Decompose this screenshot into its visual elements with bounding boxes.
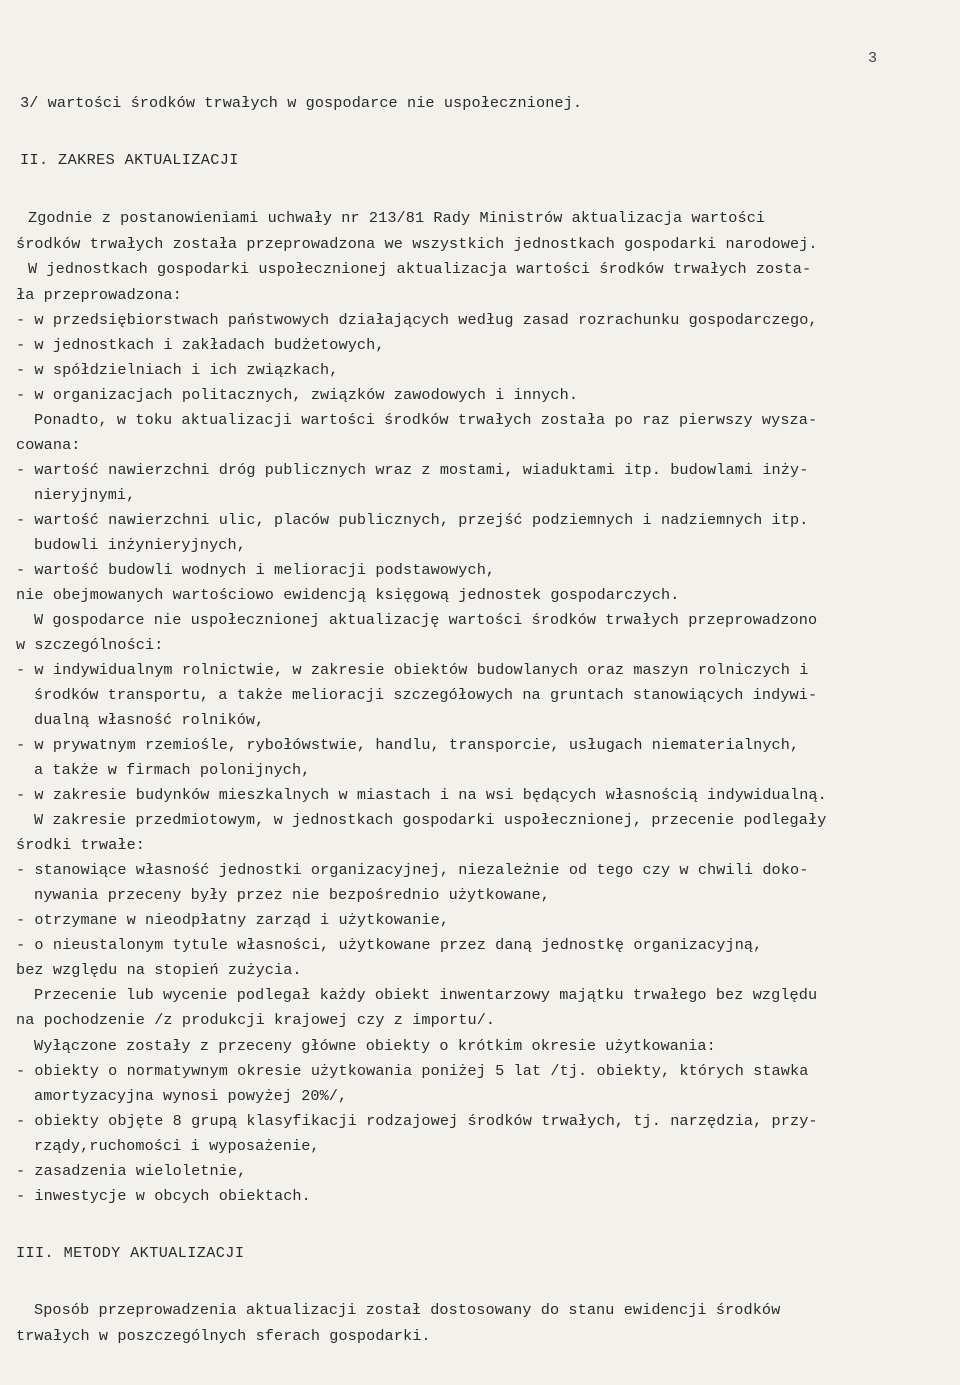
list-item: - wartość nawierzchni dróg publicznych wraz z mostami, wiaduktami itp. budowlami inży- [16, 461, 809, 479]
text-line: środków transportu, a także melioracji szczegółowych na gruntach stanowiących indywi- [34, 686, 818, 704]
text-line: rządy,ruchomości i wyposażenie, [34, 1137, 320, 1155]
text-line: nie obejmowanych wartościowo ewidencją księgową jednostek gospodarczych. [16, 586, 680, 604]
page-number: 3 [868, 50, 878, 67]
text-line: na pochodzenie /z produkcji krajowej czy z importu/. [16, 1011, 496, 1029]
text-line: budowli inżynieryjnych, [34, 536, 246, 554]
list-item: - w indywidualnym rolnictwie, w zakresie obiektów budowlanych oraz maszyn rolniczych i [16, 661, 809, 679]
section-heading: III. METODY AKTUALIZACJI [16, 1244, 245, 1262]
text-line: dualną własność rolników, [34, 711, 265, 729]
text-line: W gospodarce nie uspołecznionej aktualizację wartości środków trwałych przeprowadzono [34, 611, 818, 629]
list-item: - o nieustalonym tytule własności, użytkowane przez daną jednostkę organizacyjną, [16, 936, 763, 954]
section-heading: II. ZAKRES AKTUALIZACJI [20, 151, 239, 169]
list-item: - zasadzenia wieloletnie, [16, 1162, 247, 1180]
list-item: - w przedsiębiorstwach państwowych działających według zasad rozrachunku gospodarczego, [16, 311, 818, 329]
list-item: - wartość nawierzchni ulic, placów publicznych, przejść podziemnych i nadziemnych itp. [16, 511, 809, 529]
text-line: 3/ wartości środków trwałych w gospodarce nie uspołecznionej. [20, 94, 583, 112]
text-line: amortyzacyjna wynosi powyżej 20%/, [34, 1087, 348, 1105]
list-item: - w organizacjach politacznych, związków zawodowych i innych. [16, 386, 579, 404]
text-line: W zakresie przedmiotowym, w jednostkach gospodarki uspołecznionej, przecenie podlegały [34, 811, 827, 829]
list-item: - w spółdzielniach i ich związkach, [16, 361, 339, 379]
text-line: cowana: [16, 436, 81, 454]
text-line: w szczególności: [16, 636, 164, 654]
text-line: a także w firmach polonijnych, [34, 761, 311, 779]
text-line: środków trwałych została przeprowadzona we wszystkich jednostkach gospodarki narodowej. [16, 235, 818, 253]
list-item: - wartość budowli wodnych i melioracji podstawowych, [16, 561, 496, 579]
text-line: Wyłączone zostały z przeceny główne obiekty o krótkim okresie użytkowania: [34, 1037, 716, 1055]
text-line: środki trwałe: [16, 836, 145, 854]
list-item: - obiekty o normatywnym okresie użytkowania poniżej 5 lat /tj. obiekty, których stawka [16, 1062, 809, 1080]
text-line: bez względu na stopień zużycia. [16, 961, 302, 979]
text-line: ła przeprowadzona: [16, 286, 182, 304]
text-line: trwałych w poszczególnych sferach gospodarki. [16, 1327, 431, 1345]
list-item: - w jednostkach i zakładach budżetowych, [16, 336, 385, 354]
text-line: Przecenie lub wycenie podlegał każdy obiekt inwentarzowy majątku trwałego bez względu [34, 986, 818, 1004]
text-line: W jednostkach gospodarki uspołecznionej aktualizacja wartości środków trwałych zosta- [28, 260, 812, 278]
list-item: - inwestycje w obcych obiektach. [16, 1187, 311, 1205]
text-line: Zgodnie z postanowieniami uchwały nr 213/81 Rady Ministrów aktualizacja wartości [28, 209, 766, 227]
list-item: - obiekty objęte 8 grupą klasyfikacji rodzajowej środków trwałych, tj. narzędzia, przy- [16, 1112, 818, 1130]
list-item: - otrzymane w nieodpłatny zarząd i użytkowanie, [16, 911, 450, 929]
text-line: Sposób przeprowadzenia aktualizacji został dostosowany do stanu ewidencji środków [34, 1301, 781, 1319]
text-line: nywania przeceny były przez nie bezpośrednio użytkowane, [34, 886, 550, 904]
list-item: - w zakresie budynków mieszkalnych w miastach i na wsi będących własnością indywidualną. [16, 786, 827, 804]
text-line: nieryjnymi, [34, 486, 136, 504]
text-line: Ponadto, w toku aktualizacji wartości środków trwałych została po raz pierwszy wysza- [34, 411, 818, 429]
list-item: - w prywatnym rzemiośle, rybołówstwie, handlu, transporcie, usługach niematerialnych, [16, 736, 800, 754]
list-item: - stanowiące własność jednostki organizacyjnej, niezależnie od tego czy w chwili doko- [16, 861, 809, 879]
